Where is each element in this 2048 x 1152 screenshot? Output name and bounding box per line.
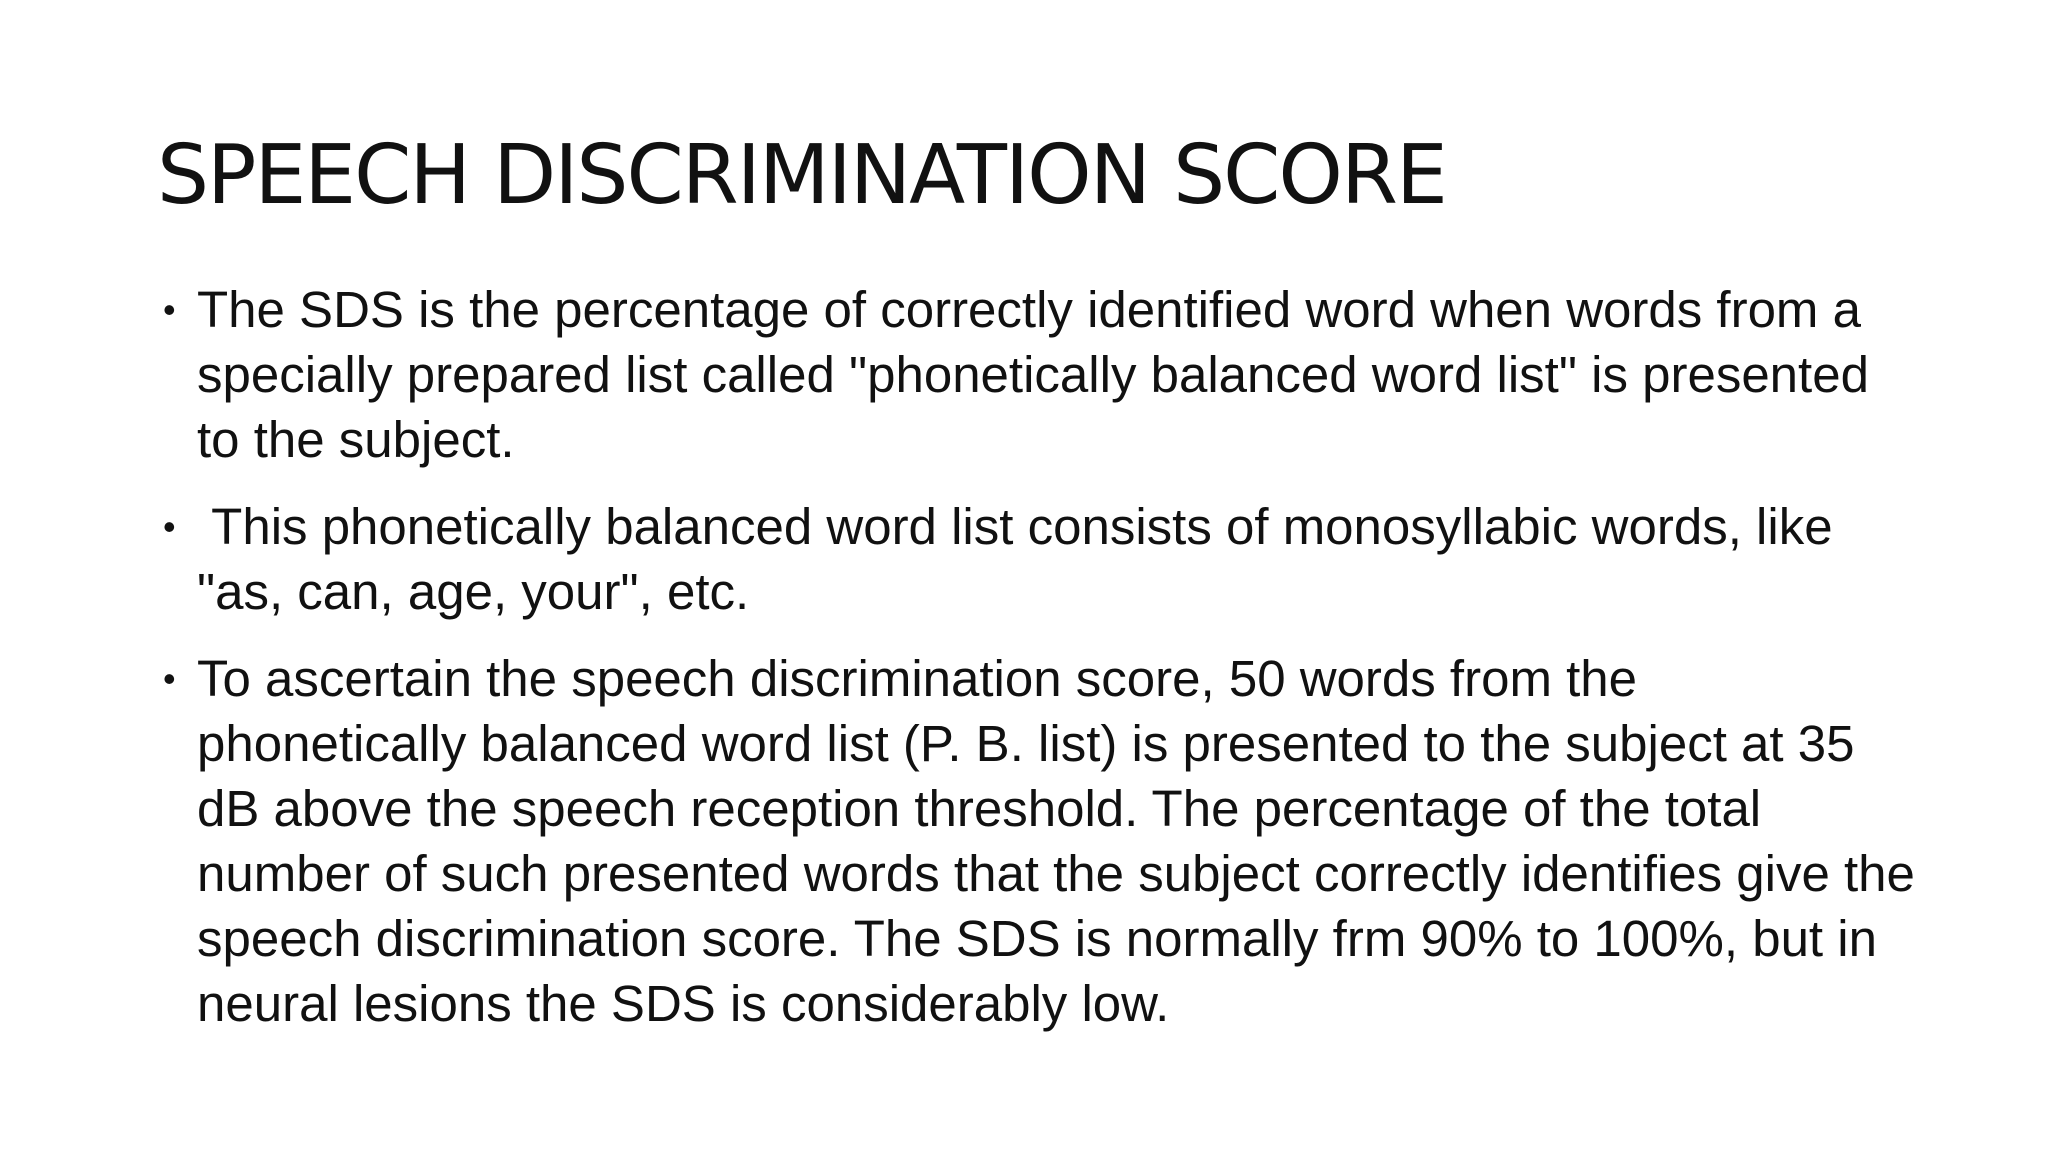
bullet-text: To ascertain the speech discrimination score, 50 words from the phonetically balanced word list (P. B. list) is presented to the subject at 35 dB above the speech reception threshold. The percentage of the total number of such presented words that the subject correctly identifies give the speech discrimination score. The SDS is normally frm 90% to 100%, but in neural lesions the SDS is considerably low. <box>197 650 1915 1032</box>
bullet-icon: • <box>163 506 176 547</box>
bullet-text: The SDS is the percentage of correctly identified word when words from a specially prepared list called "phonetically balanced word list" is presented to the subject. <box>197 281 1869 468</box>
bullet-item <box>157 646 1917 1036</box>
bullet-item <box>157 277 1917 472</box>
slide-title: SPEECH DISCRIMINATION SCORE <box>157 128 1446 223</box>
bullet-icon: • <box>163 658 176 699</box>
bullet-list <box>157 277 1917 1058</box>
bullet-icon: • <box>163 289 176 330</box>
bullet-item <box>157 494 1917 624</box>
bullet-text: This phonetically balanced word list consists of monosyllabic words, like "as, can, age, your", etc. <box>197 498 1847 620</box>
